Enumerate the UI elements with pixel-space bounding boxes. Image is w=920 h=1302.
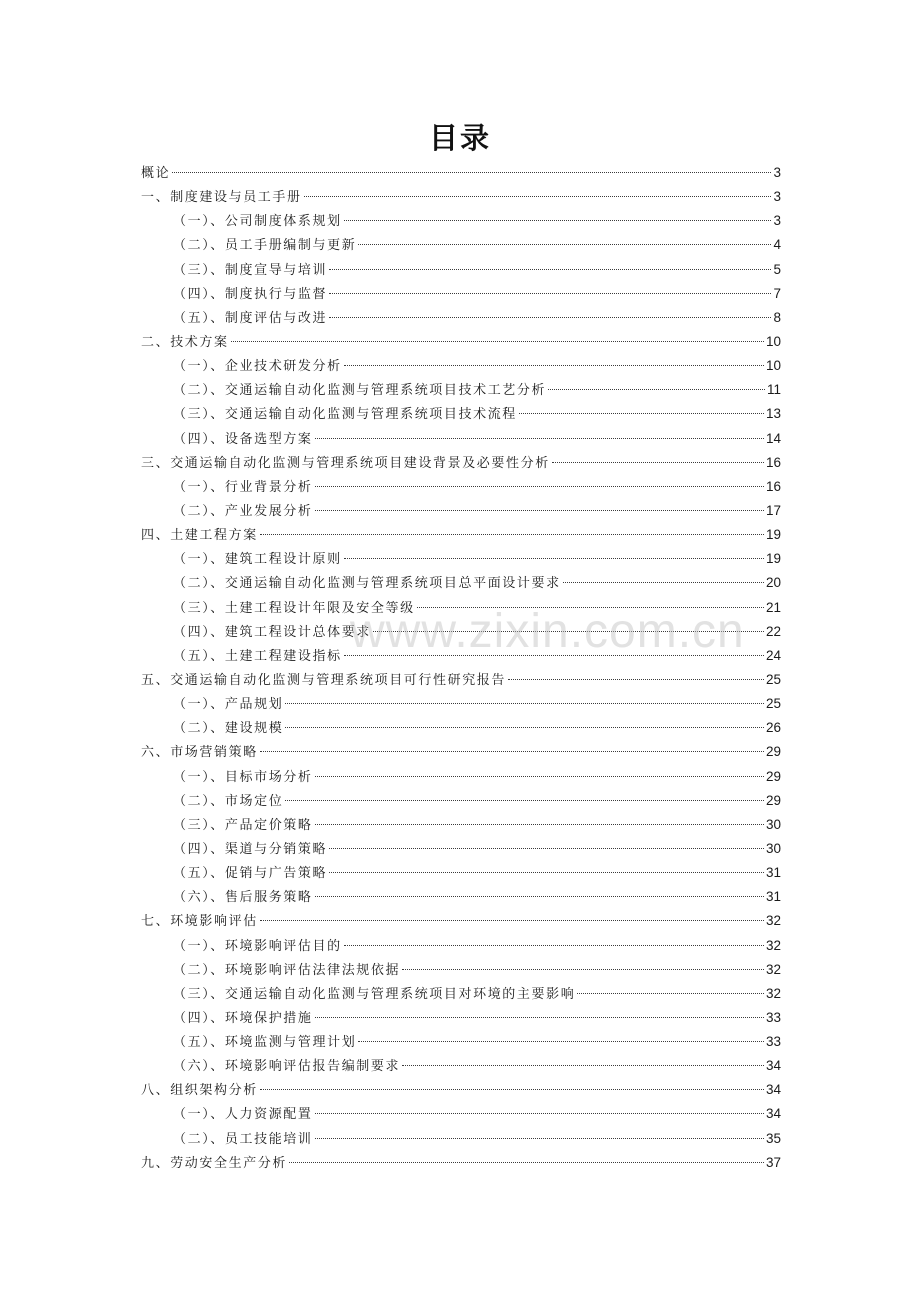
toc-page-number: 30 — [765, 840, 781, 856]
toc-subsection-entry[interactable] — [141, 402, 781, 426]
toc-page-number: 34 — [765, 1106, 781, 1122]
toc-entry-label: （三）、产品定价策略 — [173, 817, 313, 833]
toc-subsection-entry[interactable] — [141, 934, 781, 958]
toc-entry-label: （四）、设备选型方案 — [173, 431, 313, 447]
toc-page-number: 8 — [773, 309, 781, 325]
toc-dot-leader — [231, 341, 764, 342]
toc-page-number: 25 — [765, 696, 781, 712]
toc-entry-label: （一）、产品规划 — [173, 697, 284, 713]
toc-dot-leader — [344, 945, 764, 946]
toc-page-number: 7 — [773, 285, 781, 301]
toc-entry-label: （二）、员工技能培训 — [173, 1131, 313, 1147]
toc-subsection-entry[interactable] — [141, 837, 781, 861]
toc-subsection-entry[interactable] — [141, 958, 781, 982]
toc-subsection-entry[interactable] — [141, 427, 781, 451]
toc-page-number: 3 — [773, 213, 781, 229]
toc-entry-label: （五）、土建工程建设指标 — [173, 648, 342, 664]
toc-subsection-entry[interactable] — [141, 571, 781, 595]
toc-section-entry[interactable] — [141, 330, 781, 354]
toc-subsection-entry[interactable] — [141, 233, 781, 257]
toc-dot-leader — [315, 510, 764, 511]
toc-entry-label: 九、劳动安全生产分析 — [141, 1155, 288, 1171]
toc-dot-leader — [285, 703, 764, 704]
toc-dot-leader — [548, 389, 765, 390]
toc-page-number: 29 — [765, 768, 781, 784]
toc-page-number: 31 — [765, 865, 781, 881]
toc-subsection-entry[interactable] — [141, 885, 781, 909]
toc-page-number: 13 — [765, 406, 781, 422]
toc-subsection-entry[interactable] — [141, 716, 781, 740]
toc-subsection-entry[interactable] — [141, 499, 781, 523]
toc-subsection-entry[interactable] — [141, 1102, 781, 1126]
toc-dot-leader — [344, 558, 764, 559]
toc-page-number: 31 — [765, 889, 781, 905]
toc-entry-label: （四）、制度执行与监督 — [173, 286, 328, 302]
toc-section-entry[interactable] — [141, 523, 781, 547]
toc-dot-leader — [508, 679, 764, 680]
toc-entry-label: （四）、渠道与分销策略 — [173, 841, 328, 857]
toc-page-number: 33 — [765, 1034, 781, 1050]
toc-dot-leader — [289, 1162, 764, 1163]
toc-dot-leader — [344, 365, 764, 366]
toc-page-number: 33 — [765, 1009, 781, 1025]
toc-section-entry[interactable] — [141, 1078, 781, 1102]
toc-dot-leader — [563, 582, 764, 583]
toc-page-number: 34 — [765, 1058, 781, 1074]
toc-section-entry[interactable] — [141, 668, 781, 692]
toc-section-entry[interactable] — [141, 909, 781, 933]
toc-page-number: 32 — [765, 985, 781, 1001]
toc-dot-leader — [373, 631, 764, 632]
toc-page-number: 26 — [765, 720, 781, 736]
toc-dot-leader — [315, 486, 764, 487]
toc-subsection-entry[interactable] — [141, 1006, 781, 1030]
toc-entry-label: （三）、制度宣导与培训 — [173, 262, 328, 278]
toc-entry-label: （六）、售后服务策略 — [173, 890, 313, 906]
toc-page-number: 17 — [765, 502, 781, 518]
toc-entry-label: （二）、员工手册编制与更新 — [173, 238, 357, 254]
toc-entry-label: （一）、行业背景分析 — [173, 479, 313, 495]
toc-entry-label: （二）、交通运输自动化监测与管理系统项目总平面设计要求 — [173, 576, 561, 592]
toc-page-number: 3 — [773, 165, 781, 180]
toc-dot-leader — [315, 824, 764, 825]
toc-subsection-entry[interactable] — [141, 475, 781, 499]
toc-page-number: 16 — [765, 478, 781, 494]
toc-subsection-entry[interactable] — [141, 1054, 781, 1078]
toc-page-number: 19 — [765, 551, 781, 567]
toc-page-number: 4 — [773, 237, 781, 253]
toc-dot-leader — [315, 438, 764, 439]
toc-entry-label: 三、交通运输自动化监测与管理系统项目建设背景及必要性分析 — [141, 455, 550, 471]
toc-entry-label: （五）、促销与广告策略 — [173, 866, 328, 882]
toc-entry-label: （二）、产业发展分析 — [173, 503, 313, 519]
toc-subsection-entry[interactable] — [141, 765, 781, 789]
toc-dot-leader — [344, 220, 772, 221]
toc-dot-leader — [329, 293, 771, 294]
toc-page-number: 10 — [765, 333, 781, 349]
toc-entry-label: （一）、建筑工程设计原则 — [173, 552, 342, 568]
toc-page-number: 5 — [773, 261, 781, 277]
toc-subsection-entry[interactable] — [141, 789, 781, 813]
toc-dot-leader — [315, 1017, 764, 1018]
toc-subsection-entry[interactable] — [141, 306, 781, 330]
toc-page-number: 32 — [765, 961, 781, 977]
toc-subsection-entry[interactable] — [141, 282, 781, 306]
toc-dot-leader — [315, 776, 764, 777]
toc-entry-label: （五）、制度评估与改进 — [173, 310, 328, 326]
toc-dot-leader — [172, 172, 771, 173]
toc-section-entry[interactable] — [141, 185, 781, 209]
toc-page-number: 21 — [765, 599, 781, 615]
toc-subsection-entry[interactable] — [141, 596, 781, 620]
toc-page-number: 19 — [765, 527, 781, 543]
toc-page-number: 35 — [765, 1130, 781, 1146]
toc-subsection-entry[interactable] — [141, 209, 781, 233]
toc-dot-leader — [315, 896, 764, 897]
toc-entry-label: 四、土建工程方案 — [141, 528, 258, 544]
toc-entry-label: （三）、交通运输自动化监测与管理系统项目对环境的主要影响 — [173, 986, 576, 1002]
toc-page-number: 24 — [765, 647, 781, 663]
toc-subsection-entry[interactable] — [141, 1030, 781, 1054]
toc-entry-label: （五）、环境监测与管理计划 — [173, 1035, 357, 1051]
toc-page-number: 16 — [765, 454, 781, 470]
toc-dot-leader — [329, 317, 771, 318]
toc-entry-label: （二）、环境影响评估法律法规依据 — [173, 962, 401, 978]
toc-entry-label: 一、制度建设与员工手册 — [141, 190, 302, 206]
toc-subsection-entry[interactable] — [141, 354, 781, 378]
toc-subsection-entry[interactable] — [141, 692, 781, 716]
toc-entry-label: （三）、交通运输自动化监测与管理系统项目技术流程 — [173, 407, 517, 423]
toc-subsection-entry[interactable] — [141, 547, 781, 571]
watermark: www.zixin.com.cn — [350, 605, 745, 658]
toc-page-number: 30 — [765, 816, 781, 832]
toc-entry-label: （一）、环境影响评估目的 — [173, 938, 342, 954]
toc-section-entry[interactable] — [141, 161, 781, 185]
toc-dot-leader — [260, 920, 764, 921]
toc-subsection-entry[interactable] — [141, 1127, 781, 1151]
toc-dot-leader — [285, 800, 764, 801]
toc-entry-label: （一）、公司制度体系规划 — [173, 214, 342, 230]
toc-entry-label: 二、技术方案 — [141, 334, 229, 350]
toc-dot-leader — [402, 1065, 764, 1066]
toc-entry-label: 七、环境影响评估 — [141, 914, 258, 930]
toc-entry-label: 八、组织架构分析 — [141, 1083, 258, 1099]
toc-subsection-entry[interactable] — [141, 644, 781, 668]
toc-dot-leader — [315, 1113, 764, 1114]
toc-subsection-entry[interactable] — [141, 378, 781, 402]
toc-entry-label: （四）、建筑工程设计总体要求 — [173, 624, 371, 640]
toc-page-number: 29 — [765, 792, 781, 808]
toc-page-number: 32 — [765, 937, 781, 953]
toc-dot-leader — [577, 993, 764, 994]
toc-subsection-entry[interactable] — [141, 982, 781, 1006]
toc-entry-label: （三）、土建工程设计年限及安全等级 — [173, 600, 415, 616]
toc-page-number: 37 — [765, 1154, 781, 1170]
toc-section-entry[interactable] — [141, 740, 781, 764]
toc-entry-label: （二）、建设规模 — [173, 721, 284, 737]
toc-dot-leader — [329, 872, 764, 873]
toc-entry-label: （二）、市场定位 — [173, 793, 284, 809]
toc-entry-label: 五、交通运输自动化监测与管理系统项目可行性研究报告 — [141, 672, 507, 688]
toc-section-entry[interactable] — [141, 451, 781, 475]
toc-entry-label: 概论 — [141, 166, 171, 181]
toc-section-entry[interactable] — [141, 1151, 781, 1175]
toc-page-number: 34 — [765, 1082, 781, 1098]
toc-dot-leader — [260, 534, 764, 535]
toc-page-number: 25 — [765, 671, 781, 687]
toc-subsection-entry[interactable] — [141, 813, 781, 837]
toc-dot-leader — [260, 751, 764, 752]
toc-entry-label: （二）、交通运输自动化监测与管理系统项目技术工艺分析 — [173, 383, 547, 399]
toc-subsection-entry[interactable] — [141, 258, 781, 282]
toc-entry-label: 六、市场营销策略 — [141, 745, 258, 761]
toc-dot-leader — [329, 269, 771, 270]
toc-page-number: 3 — [773, 189, 781, 205]
toc-dot-leader — [329, 848, 764, 849]
toc-entry-label: （六）、环境影响评估报告编制要求 — [173, 1059, 401, 1075]
toc-dot-leader — [315, 1138, 764, 1139]
toc-dot-leader — [285, 727, 764, 728]
toc-dot-leader — [358, 1041, 764, 1042]
toc-page-number: 29 — [765, 744, 781, 760]
toc-page-number: 10 — [765, 358, 781, 374]
toc-dot-leader — [304, 196, 772, 197]
toc-dot-leader — [402, 969, 764, 970]
toc-subsection-entry[interactable] — [141, 620, 781, 644]
toc-entry-label: （一）、企业技术研发分析 — [173, 359, 342, 375]
toc-page-number: 11 — [766, 382, 781, 398]
toc-page-number: 32 — [765, 913, 781, 929]
toc-dot-leader — [260, 1089, 764, 1090]
toc-dot-leader — [344, 655, 764, 656]
toc-subsection-entry[interactable] — [141, 861, 781, 885]
toc-dot-leader — [417, 607, 764, 608]
toc-page-number: 22 — [765, 623, 781, 639]
page-title: 目录 — [428, 121, 491, 155]
toc-dot-leader — [519, 413, 764, 414]
toc-entry-label: （四）、环境保护措施 — [173, 1010, 313, 1026]
toc-page-number: 20 — [765, 575, 781, 591]
table-of-contents — [141, 161, 781, 1175]
toc-dot-leader — [358, 244, 771, 245]
toc-dot-leader — [552, 462, 764, 463]
toc-page-number: 14 — [765, 430, 781, 446]
toc-entry-label: （一）、目标市场分析 — [173, 769, 313, 785]
toc-entry-label: （一）、人力资源配置 — [173, 1107, 313, 1123]
